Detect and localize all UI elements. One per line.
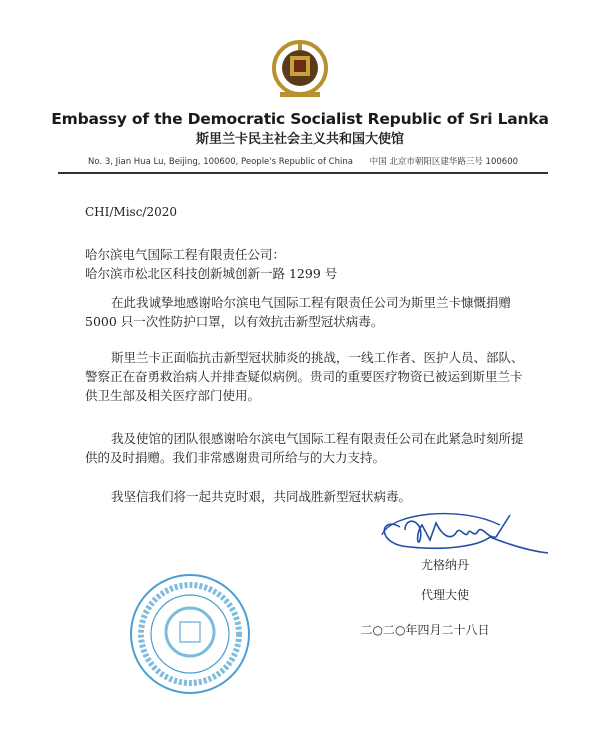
embassy-title-cn: 斯里兰卡民主社会主义共和国大使馆 [195,132,404,147]
letter-date: 二○二○年四月二十八日 [360,623,490,637]
recipient [85,245,525,283]
embassy-title: Embassy of the Democratic Socialist Republic of Sri Lanka [51,110,549,128]
body-paragraph: 在此我诚挚地感谢哈尔滨电气国际工程有限责任公司为斯里兰卡慷慨捐赠 5000 只一次性防护口罩，以有效抗击新型冠状病毒。 [85,295,512,329]
embassy-stamp [128,572,252,696]
recipient-name: 哈尔滨电气国际工程有限责任公司： [85,247,286,262]
embassy-emblem [272,38,328,100]
signatory-name: 尤格纳丹 [420,558,469,572]
signatory-title: 代理大使 [420,588,469,602]
embassy-address [88,157,532,168]
recipient-address: 哈尔滨市松北区科技创新城创新一路 1299 号 [85,266,338,281]
body-paragraph: 我及使馆的团队很感谢哈尔滨电气国际工程有限责任公司在此紧急时刻所提供的及时捐赠。我们非常感谢贵司所给与的大力支持。 [85,431,524,465]
body-paragraph: 我坚信我们将一起共克时艰，共同战胜新型冠状病毒。 [111,489,412,504]
reference-number: CHI/Misc/2020 [85,205,178,219]
header-divider [58,172,548,174]
handwritten-signature [370,505,550,555]
address-en: No. 3, Jian Hua Lu, Beijing, 100600, People's Republic of China [88,157,353,167]
address-cn: 中国 北京市朝阳区建华路三号 100600 [369,157,519,167]
body-paragraph: 斯里兰卡正面临抗击新型冠状肺炎的挑战，一线工作者、医护人员、部队、警察正在奋勇救治病人并排查疑似病例。贵司的重要医疗物资已被运到斯里兰卡供卫生部及相关医疗部门使用。 [85,350,524,403]
stamp-lettering-ring [141,585,239,683]
letter-body [85,203,525,506]
